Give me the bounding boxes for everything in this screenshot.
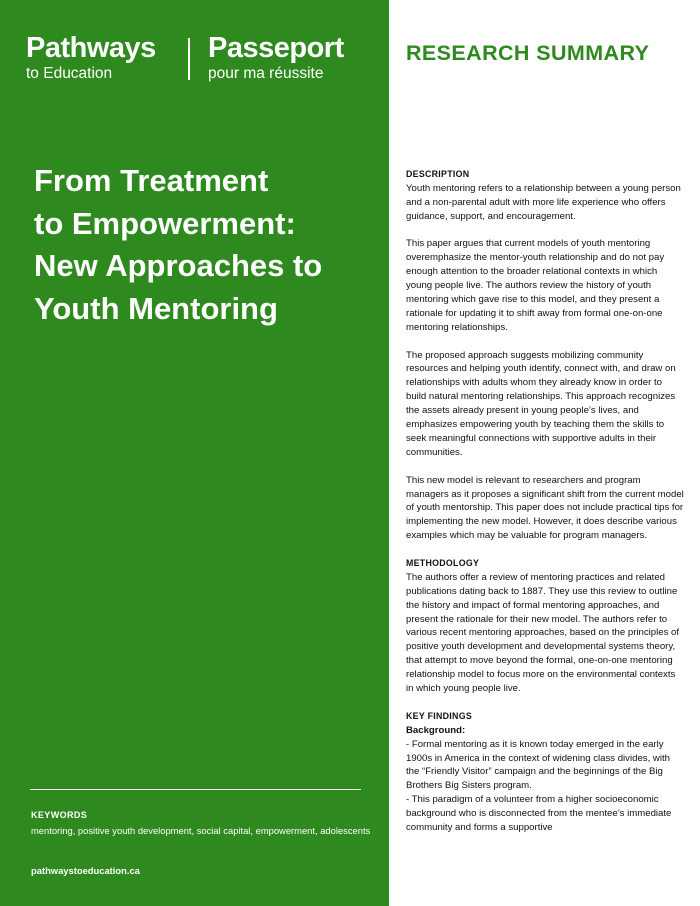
title-line: to Empowerment:: [34, 205, 296, 241]
summary-body: [406, 168, 684, 835]
page-title: [34, 160, 379, 330]
description-heading: DESCRIPTION: [406, 169, 470, 179]
methodology-paragraph: The authors offer a review of mentoring practices and related publications dating back to 1887. They use this review to outline the history and impact of formal mentoring approaches, and present the rationale for their new model. The authors refer to various recent mentoring approaches, based on the principles of positive youth development and developmental systems theory, that attempt to move beyond the formal, one-on-one mentoring relationship model to focus more on the environmental contexts in which young people live.: [406, 571, 680, 695]
title-line: New Approaches to: [34, 248, 323, 283]
logo-en-name: Pathways: [26, 32, 156, 64]
keywords-text: mentoring, positive youth development, social capital, empowerment, adolescents: [31, 825, 371, 836]
logo-en-sub: to Education: [26, 65, 113, 82]
website-link[interactable]: pathwaystoeducation.ca: [31, 865, 140, 876]
description-section: [406, 168, 684, 543]
logo-divider: [188, 38, 190, 80]
key-findings-subheading: Background:: [406, 724, 466, 736]
research-summary-heading: RESEARCH SUMMARY: [406, 41, 650, 65]
logo-fr-sub: pour ma réussite: [208, 65, 324, 82]
key-finding-item: - Formal mentoring as it is known today emerged in the early 1900s in America in the context of widening class divides, with the “Friendly Visitor” campaign and the beginnings of the Big Brothers Big Sisters program.: [406, 738, 670, 792]
pathways-logo: [26, 34, 346, 86]
keywords-divider: [30, 789, 361, 790]
keywords-heading: KEYWORDS: [31, 810, 88, 820]
title-line: Youth Mentoring: [34, 290, 278, 326]
methodology-heading: METHODOLOGY: [406, 557, 480, 568]
methodology-section: [406, 557, 684, 696]
key-finding-item: - This paradigm of a volunteer from a higher socioeconomic background who is disconnected from the mentee’s immediate community and forms a supportive: [406, 794, 672, 834]
logo-fr-name: Passeport: [208, 32, 344, 64]
description-paragraph: Youth mentoring refers to a relationship between a young person and a non-parental adult with more life experience who offers guidance, support, and encouragement.: [406, 182, 681, 222]
logo-french: [208, 34, 344, 82]
key-findings-section: [406, 710, 684, 835]
logo-english: [26, 34, 156, 82]
title-line: From Treatment: [34, 163, 269, 198]
description-paragraph: The proposed approach suggests mobilizing community resources and helping youth identify, connect with, and draw on relationships with adults whom they already know in order to build natural mentoring relationships. This approach recognizes the assets already present in young people’s lives, and emphasizes empowering youth by teaching them the skills to seek meaningful connections with supportive adults in their communities.: [406, 349, 676, 458]
key-findings-heading: KEY FINDINGS: [406, 710, 473, 721]
description-paragraph: This paper argues that current models of youth mentoring overemphasize the mentor-youth relationship and do not pay enough attention to the broader relational contexts in which young people live. The authors review the history of youth mentoring which gave rise to this model, and they present a rationale for updating it to shift away from formal one-on-one mentoring relationships.: [406, 238, 665, 333]
description-paragraph: This new model is relevant to researchers and program managers as it proposes a significant shift from the current model of youth mentorship. This paper does not include practical tips for implementing the new model. However, it does describe various examples which may be valuable for program managers.: [406, 474, 684, 542]
